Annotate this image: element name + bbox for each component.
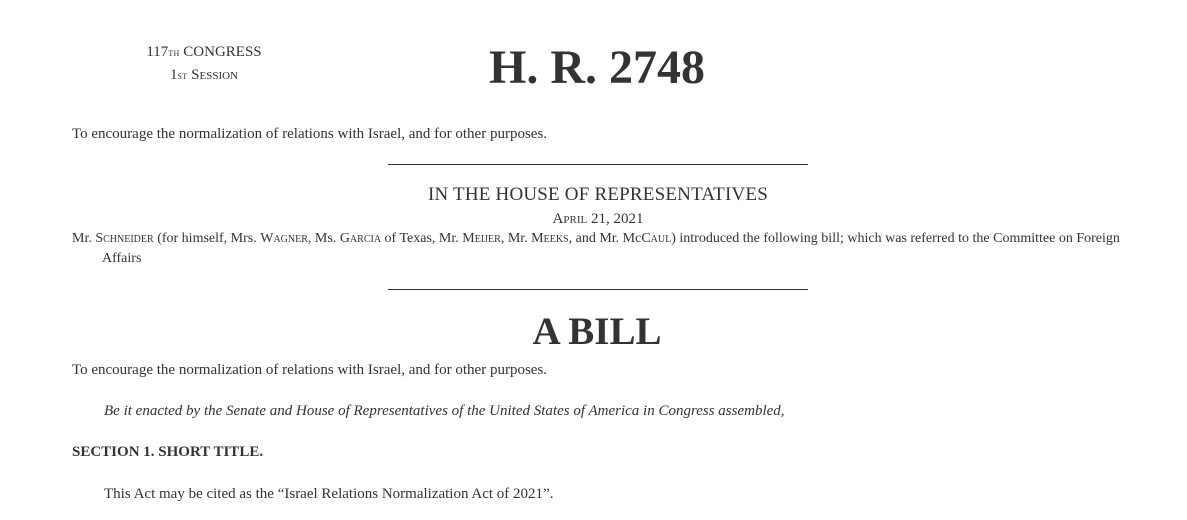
bill-heading: A BILL [532,310,662,353]
cosponsor-name: Caul [641,231,672,246]
congress-session-block [120,41,288,87]
intro-text-6: ) introduced the following bill; which was referred to the Committee on Foreign Affairs [102,231,1120,266]
purpose-summary: To encourage the normalization of relations with Israel, and for other purposes. [72,126,548,142]
long-title: To encourage the normalization of relations with Israel, and for other purposes. [72,362,548,378]
congress-number: 117 [146,44,169,60]
date-month: April [552,211,588,227]
cosponsor-name: Wagner [260,231,308,246]
cosponsor-name: Meijer [462,231,501,246]
intro-text-1: (for himself, Mrs. [153,231,261,246]
house-heading: IN THE HOUSE OF REPRESENTATIVES [427,184,768,205]
congress-line [120,41,288,64]
cosponsor-name-prefix: Mc [622,231,642,246]
sponsor-name: Schneider [95,231,154,246]
section-text: This Act may be cited as the “Israel Relations Normalization Act of 2021”. [104,486,554,502]
bill-number: H. R. 2748 [489,41,705,94]
introduction-statement [72,229,1132,269]
intro-text-3: of Texas, Mr. [381,231,463,246]
cosponsor-name: Garcia [339,231,382,246]
section-heading: SECTION 1. SHORT TITLE. [72,444,264,460]
intro-text-2: , Ms. [307,231,340,246]
session-suffix: st [177,70,188,82]
introduced-date [388,209,808,229]
intro-text-4: , Mr. [500,231,532,246]
congress-label: CONGRESS [183,44,262,60]
cosponsor-name: Meeks [531,231,569,246]
congress-suffix: th [168,47,180,59]
divider-bottom [388,289,808,290]
divider-top [388,164,808,165]
session-line [120,64,288,87]
session-number: 1 [169,67,178,83]
sponsor-title: Mr. [72,231,96,246]
intro-text-5: , and Mr. [568,231,623,246]
session-label: Session [191,67,239,83]
date-day-year: 21, 2021 [587,211,644,227]
enacting-clause: Be it enacted by the Senate and House of Representatives of the United States of America in Congress assembled, [104,403,785,419]
